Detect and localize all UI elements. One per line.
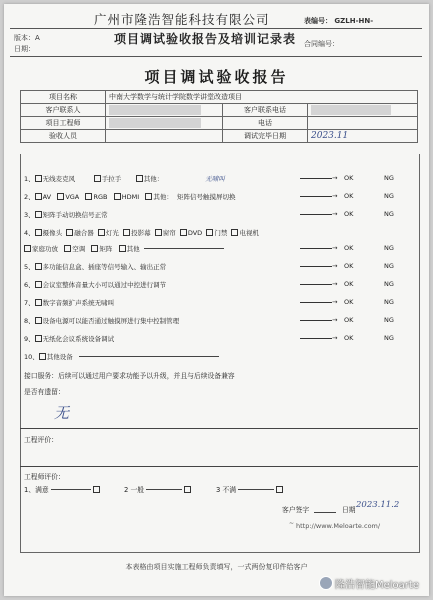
checkbox[interactable] <box>35 335 42 342</box>
result-arrow: → <box>300 298 337 306</box>
check-item-4-row2: 家庭功放 空调 矩阵 其他 <box>24 244 222 253</box>
project-name-label: 项目名称 <box>21 91 106 104</box>
form-title: 项目调试验收报告及培训记录表 <box>114 32 297 46</box>
interface-service-text: 接口服务：后续可以通过用户要求功能予以升级，并且与后续设备兼容 <box>24 372 235 380</box>
divider <box>20 428 418 429</box>
footer-note: 本表格由项目实施工程师负责填写，一式两份复印件给客户 <box>125 563 308 571</box>
ng-label: NG <box>384 244 394 252</box>
result-arrow: → <box>300 334 337 342</box>
acceptance-staff-label: 验收人员 <box>21 130 106 143</box>
checkbox[interactable] <box>155 229 162 236</box>
ng-label: NG <box>384 262 394 270</box>
check-item-10: 10、 其他设备 <box>24 352 215 361</box>
client-phone-value <box>308 104 418 117</box>
table-row <box>21 130 418 143</box>
checkbox[interactable] <box>57 193 64 200</box>
contract-number-label: 合同编号： <box>304 40 339 48</box>
checkbox[interactable] <box>206 229 213 236</box>
redacted-block <box>311 105 391 115</box>
checkbox[interactable] <box>94 175 101 182</box>
header-divider-bottom <box>10 56 422 57</box>
redacted-block <box>109 105 201 115</box>
checkbox[interactable] <box>123 229 130 236</box>
ok-label: OK <box>344 316 354 324</box>
project-info-table <box>20 90 418 143</box>
report-title: 项目调试验收报告 <box>144 68 289 86</box>
checkbox[interactable] <box>24 245 31 252</box>
checkbox[interactable] <box>35 229 42 236</box>
ok-label: OK <box>344 192 354 200</box>
ng-label: NG <box>384 316 394 324</box>
checkbox[interactable] <box>136 175 143 182</box>
header-divider-top <box>10 28 422 29</box>
checkbox[interactable] <box>39 353 46 360</box>
form-number-label: 表编号： GZLH-HN- <box>304 17 374 25</box>
phone-value <box>308 117 418 130</box>
project-name-value: 中南大学数学与统计学院数学讲堂改造项目 <box>106 91 418 104</box>
ok-label: OK <box>344 174 354 182</box>
result-arrow: → <box>300 210 337 218</box>
checkbox[interactable] <box>35 211 42 218</box>
checkbox[interactable] <box>145 193 152 200</box>
ng-label: NG <box>384 298 394 306</box>
checkbox[interactable] <box>91 245 98 252</box>
checkbox[interactable] <box>184 486 191 493</box>
check-item-9: 9、 无纸化会议系统设备调试 <box>24 335 115 343</box>
report-paper <box>4 4 429 596</box>
debug-complete-value: 2023.11 <box>308 130 418 143</box>
acceptance-staff-value <box>106 130 223 143</box>
checkbox[interactable] <box>35 193 42 200</box>
client-phone-label: 客户联系电话 <box>223 104 308 117</box>
checkbox[interactable] <box>35 317 42 324</box>
table-row <box>21 91 418 104</box>
checkbox[interactable] <box>35 263 42 270</box>
ng-label: NG <box>384 280 394 288</box>
website-link[interactable]: http://www.Meloarte.com/ <box>296 522 381 530</box>
checkbox[interactable] <box>66 229 73 236</box>
signature-line <box>314 512 336 513</box>
checkbox[interactable] <box>85 193 92 200</box>
checkbox[interactable] <box>64 245 71 252</box>
rating-satisfied: 1、满意 <box>24 484 101 494</box>
checkbox[interactable] <box>98 229 105 236</box>
check-item-8: 8、 设备电源可以能否通过触摸屏进行集中控制管理 <box>24 317 180 325</box>
engineer-label: 项目工程师 <box>21 117 106 130</box>
client-signature-label: 客户签字 <box>282 506 310 514</box>
client-contact-label: 客户联系人 <box>21 104 106 117</box>
date-signature-value: 2023.11.2 <box>356 500 400 510</box>
check-item-6: 6、 会议室整体音量大小可以通过中控进行调节 <box>24 281 167 289</box>
tilde-icon: ~ <box>289 520 295 527</box>
table-row <box>21 104 418 117</box>
check-item-4: 4、 摄像头 融合器 灯光 投影幕 窗帘 DVD 门禁 电视机 <box>24 229 259 237</box>
check-item-3: 3、 矩阵手动切换信号正常 <box>24 211 108 219</box>
ng-label: NG <box>384 192 394 200</box>
debug-complete-label: 调试完毕日期 <box>223 130 308 143</box>
check-item-5: 5、 多功能信息盒、插座等信号输入、输出正常 <box>24 263 167 271</box>
ok-label: OK <box>344 210 354 218</box>
check-item-1: 1、 无线麦克风 手拉手 其他： 无啸叫 <box>24 175 225 183</box>
version-label: 版本：A <box>14 34 40 42</box>
ok-label: OK <box>344 280 354 288</box>
checkbox[interactable] <box>35 281 42 288</box>
checkbox[interactable] <box>114 193 121 200</box>
divider <box>20 466 418 467</box>
check-item-7: 7、 数字音频扩声系统无啸叫 <box>24 299 115 307</box>
date-label: 日期： <box>14 45 35 53</box>
wechat-icon <box>319 576 333 590</box>
checkbox[interactable] <box>180 229 187 236</box>
result-arrow: → <box>300 174 337 182</box>
engineer-evaluation-label: 工程师评价： <box>24 473 65 481</box>
engineer-value <box>106 117 223 130</box>
ok-label: OK <box>344 262 354 270</box>
client-contact-value <box>106 104 223 117</box>
checkbox[interactable] <box>35 299 42 306</box>
checkbox[interactable] <box>119 245 126 252</box>
checkbox[interactable] <box>35 175 42 182</box>
ng-label: NG <box>384 174 394 182</box>
result-arrow: → <box>300 280 337 288</box>
handwritten-mark: 无 <box>54 404 70 422</box>
result-arrow: → <box>300 316 337 324</box>
watermark: 隆浩智能Meloarte <box>319 576 419 591</box>
ok-label: OK <box>344 334 354 342</box>
rating-average: 2 一般 <box>124 484 192 494</box>
company-name: 广州市隆浩智能科技有限公司 <box>94 12 270 27</box>
checkbox[interactable] <box>231 229 238 236</box>
ok-label: OK <box>344 244 354 252</box>
result-arrow: → <box>300 244 337 252</box>
checkbox[interactable] <box>93 486 100 493</box>
ok-label: OK <box>344 298 354 306</box>
table-row <box>21 117 418 130</box>
result-arrow: → <box>300 192 337 200</box>
date-signature-label: 日期 <box>342 506 356 514</box>
ng-label: NG <box>384 210 394 218</box>
check-item-2: 2、 AV VGA RGB HDMI 其他： 矩阵信号触摸屏切换 <box>24 193 236 201</box>
checkbox[interactable] <box>276 486 283 493</box>
redacted-block <box>109 118 201 128</box>
engineering-evaluation-label: 工程评价： <box>24 436 58 444</box>
rating-unsatisfied: 3 不满 <box>216 484 284 494</box>
ng-label: NG <box>384 334 394 342</box>
leftover-question: 是否有遗留： <box>24 388 65 396</box>
result-arrow: → <box>300 262 337 270</box>
phone-label: 电话 <box>223 117 308 130</box>
